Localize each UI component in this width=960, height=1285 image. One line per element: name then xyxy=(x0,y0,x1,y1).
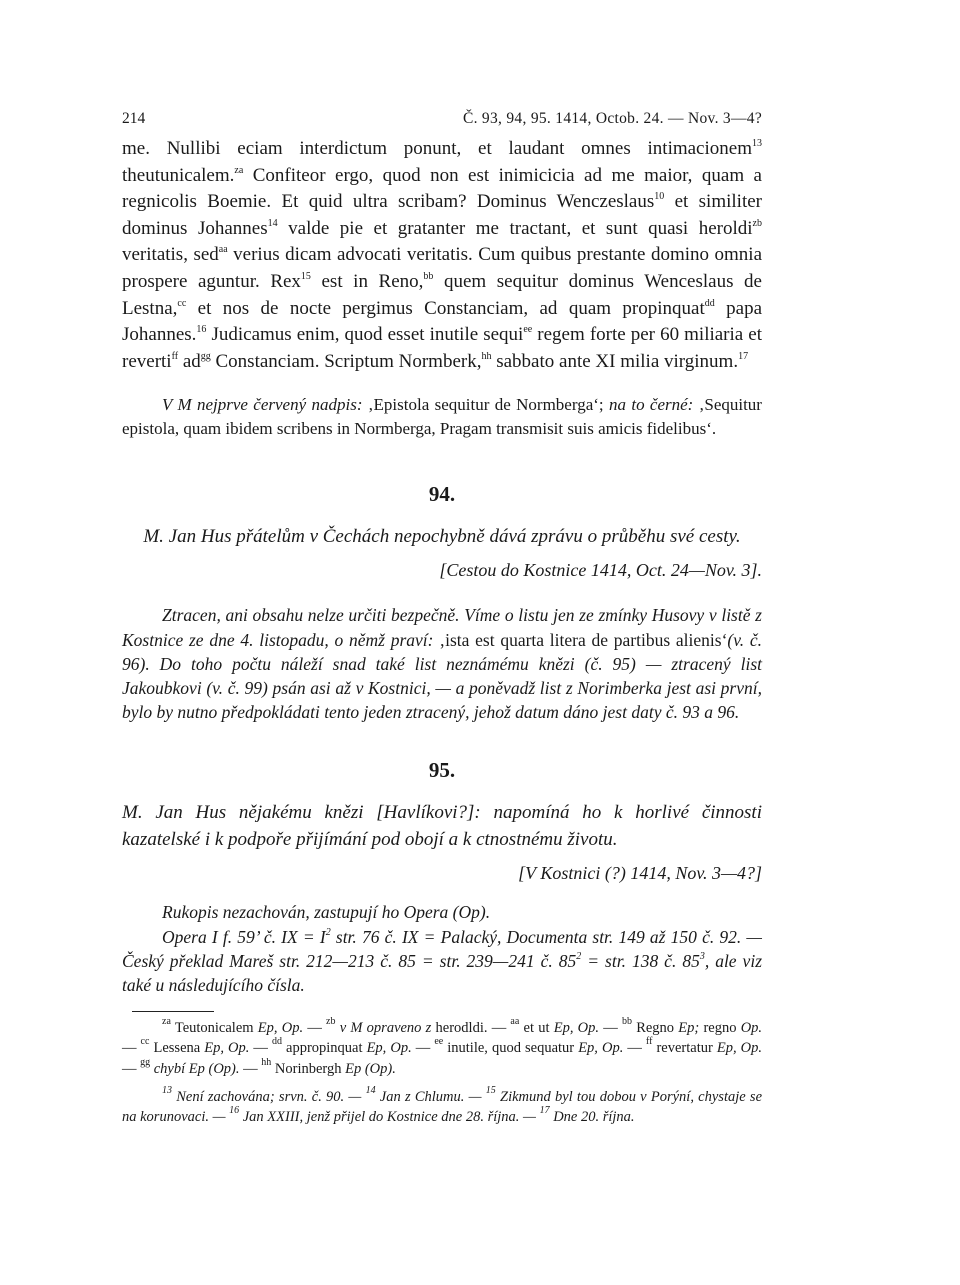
footnote-rule xyxy=(132,1011,214,1012)
textual-footnotes: $^{za}$ Teutonicalem Ep, Op. — $^{zb}$ v M opraveno z herodldi. — $^{aa}$ et ut Ep, Op. — $^{bb}$ Regno Ep; regno Op. — $^{cc}$ Lessena Ep, Op. — $^{dd}$ appropinquat Ep, Op. — $^{ee}$ inutile, quod sequatur Ep, Op. — $^{ff}$ revertatur Ep, Op. — $^{gg}$ chybí Ep (Op). — $^{hh}$ Norinbergh Ep (Op). xyxy=(122,1016,763,1077)
document-number-94: 94. xyxy=(428,482,456,507)
document-94-description: Ztracen, ani obsahu nelze určiti bezpečně. Víme o listu jen ze zmínky Husovy v listě z Kostnice ze dne 4. listopadu, o němž praví: ‚ista est quarta litera de partibus alienis‘(v. č. 96). Do toho počtu náleží snad také list neznámému knězi (č. 95) — ztracený list Jakoubkovi (v. č. 99) psán asi až v Kostnici, — a poněvadž list z Norimberka jest asi první, bylo by nutno předpokládati tento jeden ztracený, jehož datum dáno jest daty č. 93 a 96. xyxy=(122,605,762,723)
rubric-note: V M nejprve červený nadpis: ‚Epistola sequitur de Normberga‘; na to černé: ‚Sequitur epistola, quam ibidem scribens in Normberga, Pragam transmisit suis amicis fidelibus‘. xyxy=(122,395,762,438)
document-95-manuscript-note: Rukopis nezachován, zastupují ho Opera (Op). xyxy=(162,902,491,923)
book-page xyxy=(122,96,762,1128)
numbered-footnotes: $^{13}$ Není zachována; srvn. č. 90. — $^{14}$ Jan z Chlumu. — $^{15}$ Zikmund byl tou dobou v Porýní, chystaje se na korunovaci. — $^{16}$ Jan XXIII, jenž přijel do Kostnice dne 28. října. — $^{17}$ Dne 20. října. xyxy=(122,1085,763,1126)
document-94-place-date: [Cestou do Kostnice 1414, Oct. 24—Nov. 3]. xyxy=(439,560,762,581)
page-number: 214 xyxy=(122,110,146,127)
document-95-title: M. Jan Hus nějakému knězi [Havlíkovi?]: napomíná ho k horlivé činnosti kazatelské i k podpoře přijímání pod obojí a k ctnostnému životu. xyxy=(122,802,762,851)
document-94-title: M. Jan Hus přátelům v Čechách nepochybně dává zprávu o průběhu své cesty. xyxy=(143,526,741,548)
document-95-place-date: [V Kostnici (?) 1414, Nov. 3—4?] xyxy=(518,863,762,884)
running-head: Č. 93, 94, 95. 1414, Octob. 24. — Nov. 3—4? xyxy=(462,110,762,127)
document-95-editions: Opera I f. 59’ č. IX = $I^2$ str. 76 č. IX = Palacký, Documenta str. 149 až 150 č. 92. — Český překlad Mareš str. 212—213 č. 85 = str. 239—241 č. $85^2$ = str. 138 č. $85^3$, ale viz také u následujícího čísla. xyxy=(122,926,763,995)
document-number-95: 95. xyxy=(428,758,456,783)
page-header xyxy=(122,96,762,127)
letter-text: me. Nullibi eciam interdictum ponunt, et laudant omnes intimacionem$^{13}$ theutunicalem.$^{za}$ Confiteor ergo, quod non est inimicicia ad me maior, quam a regnicolis Boemie. Et quid ultra scribam? Dominus Wenczeslaus$^{10}$ et similiter dominus Johannes$^{14}$ valde pie et gratanter me tractant, et sunt quasi heroldi$^{zb}$ veritatis, sed$^{aa}$ verius dicam advocati veritatis. Cum quibus prestante domino omnia prospere aguntur. Rex$^{15}$ est in Reno,$^{bb}$ quem sequitur dominus Wenceslaus de Lestna,$^{cc}$ et nos de nocte pergimus Constanciam, ad quam propinquat$^{dd}$ papa Johannes.$^{16}$ Judicamus enim, quod esset inutile sequi$^{ee}$ regem forte per 60 miliaria et reverti$^{ff}$ $ad^{gg}$ Constanciam. Scriptum Normberk,$^{hh}$ sabbato ante XI milia virginum.$^{17}$ xyxy=(122,138,763,372)
